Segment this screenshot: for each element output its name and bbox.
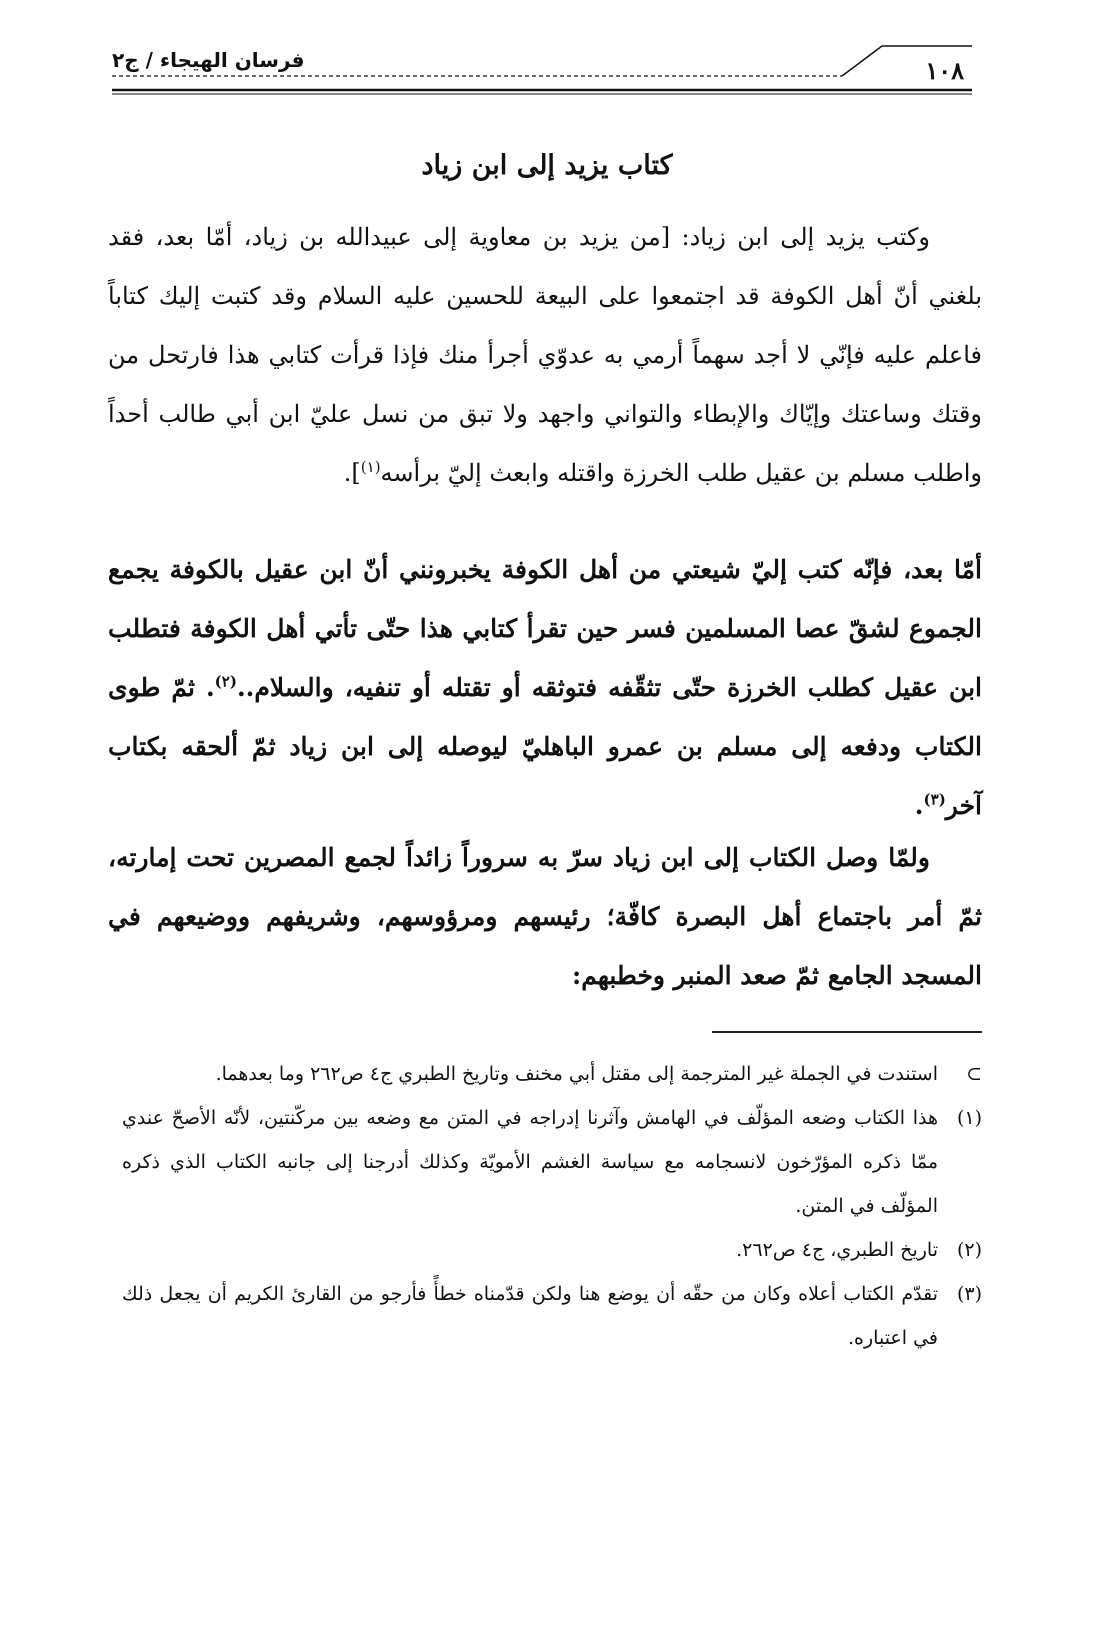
footnote-item	[122, 1052, 982, 1096]
paragraph-end: .	[914, 791, 924, 820]
paragraph-yazid-letter	[108, 208, 982, 503]
section-title: كتاب يزيد إلى ابن زياد	[421, 150, 673, 181]
footnote-item	[122, 1272, 982, 1360]
footnote-item	[122, 1228, 982, 1272]
footnote-ref-2: (٢)	[214, 672, 237, 691]
paragraph-second-letter	[108, 540, 982, 835]
footnote-text: تاريخ الطبري، ج٤ ص٢٦٢.	[736, 1239, 938, 1261]
paragraph-continuation: . ثمّ طوى الكتاب ودفعه إلى مسلم بن عمرو الباهليّ ليوصله إلى ابن زياد ثمّ ألحقه بكتاب آخر	[108, 673, 982, 820]
footnote-mark: ⊃	[966, 1063, 982, 1085]
footnote-mark: (١)	[956, 1107, 982, 1129]
footnote-ref-3: (٣)	[923, 790, 946, 809]
footnote-item	[122, 1096, 982, 1228]
footnote-mark: (٣)	[956, 1283, 982, 1305]
footnote-text: تقدّم الكتاب أعلاه وكان من حقّه أن يوضع هنا ولكن قدّمناه خطأً فأرجو من القارئ الكريم أن يجعل ذلك في اعتباره.	[122, 1283, 938, 1349]
footnote-ref-1: (١)	[360, 458, 381, 476]
footnote-text: هذا الكتاب وضعه المؤلّف في الهامش وآثرنا إدراجه في المتن مع وضعه بين مركّنتين، لأنّه الأصحّ عندي ممّا ذكره المؤرّخون لانسجامه مع سياسة الغشم الأمويّة وكذلك أدرجنا إلى جانبه الكتاب الذي ذكره المؤلّف في المتن.	[122, 1107, 938, 1217]
paragraph-arrival: ولمّا وصل الكتاب إلى ابن زياد سرّ به سروراً زائداً لجمع المصرين تحت إمارته، ثمّ أمر باجتماع أهل البصرة كافّة؛ رئيسهم ومرؤوسهم، وشريفهم ووضيعهم في المسجد الجامع ثمّ صعد المنبر وخطبهم:	[108, 843, 982, 990]
running-book-title: فرسان الهيجاء / ج٢	[112, 48, 305, 72]
paragraph-text: وكتب يزيد إلى ابن زياد: [من يزيد بن معاوية إلى عبيدالله بن زياد، أمّا بعد، فقد بلغني أنّ أهل الكوفة قد اجتمعوا على البيعة للحسين عليه السلام وقد كتبت إليك كتاباً فاعلم عليه فإنّي لا أجد سهماً أرمي به عدوّي أجرأ منك فإذا قرأت كتابي هذا فارتحل من وقتك وساعتك وإيّاك والإبطاء والتواني واجهد ولا تبق من نسل عليّ ابن أبي طالب أحداً واطلب مسلم بن عقيل طلب الخرزة واقتله وابعث إليّ برأسه	[108, 223, 982, 487]
footnotes	[122, 1052, 982, 1360]
footnote-separator	[712, 1031, 982, 1033]
footnote-text: استندت في الجملة غير المترجمة إلى مقتل أبي مخنف وتاريخ الطبري ج٤ ص٢٦٢ وما بعدهما.	[215, 1063, 938, 1085]
page-header	[112, 40, 972, 96]
page-number: ١٠٨	[925, 56, 964, 85]
paragraph-end: ].	[343, 459, 361, 487]
paragraph-text: أمّا بعد، فإنّه كتب إليّ شيعتي من أهل الكوفة يخبرونني أنّ ابن عقيل بالكوفة يجمع الجموع لشقّ عصا المسلمين فسر حين تقرأ كتابي هذا حتّى تأتي أهل الكوفة فتطلب ابن عقيل كطلب الخرزة حتّى تثقّفه فتوثقه أو تقتله أو تنفيه، والسلام..	[108, 555, 982, 702]
footnote-mark: (٢)	[956, 1239, 982, 1261]
